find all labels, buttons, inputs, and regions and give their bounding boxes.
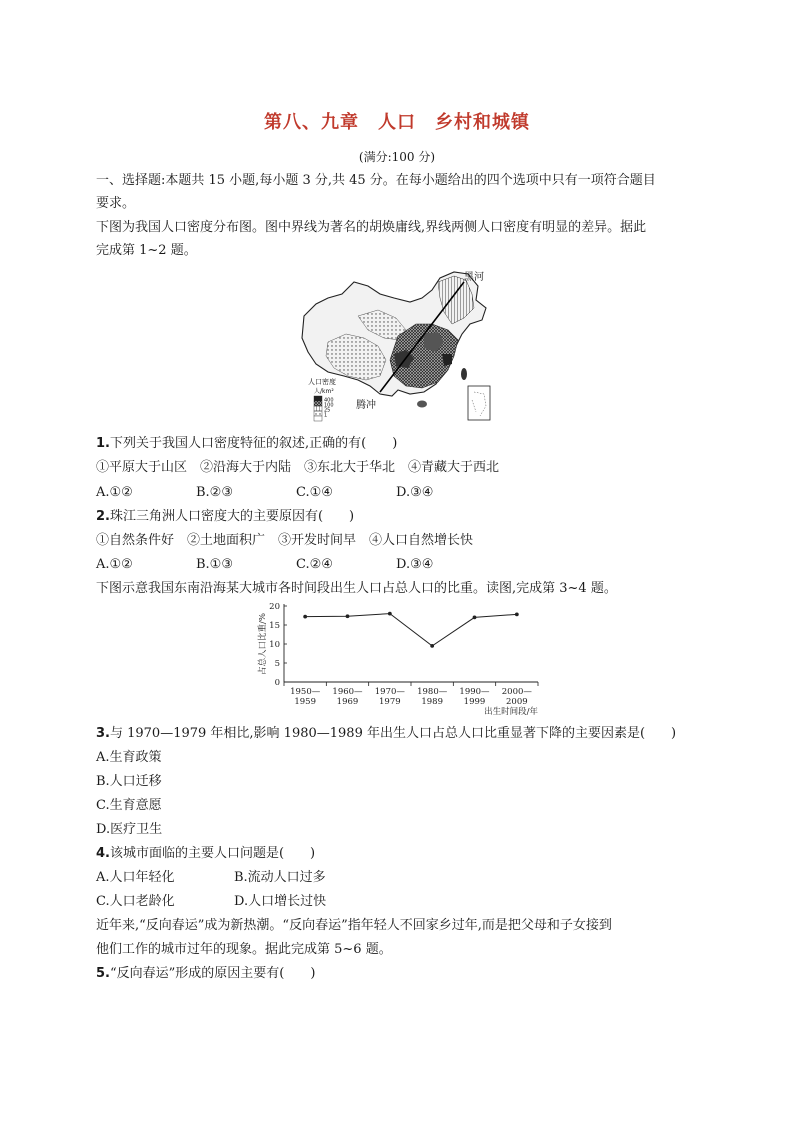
x-tick-label: 1960— — [332, 687, 363, 697]
data-point — [473, 616, 477, 620]
x-axis-label: 出生时间段/年 — [484, 707, 538, 717]
section-intro-line-2: 要求。 — [96, 196, 136, 211]
question-4-options-row-1 — [96, 869, 706, 887]
legend-value: 400 — [324, 397, 334, 404]
y-tick-label: 5 — [274, 659, 280, 669]
page-title: 第八、九章 人口 乡村和城镇 — [264, 112, 530, 133]
question-1-statements: ①平原大于山区 ②沿海大于内陆 ③东北大于华北 ④青藏大于西北 — [96, 460, 500, 475]
population-density-map — [298, 268, 494, 426]
question-2-options — [96, 556, 706, 574]
option-b[interactable]: B.②③ — [196, 485, 233, 500]
question-4 — [96, 845, 706, 863]
data-point — [388, 612, 392, 616]
data-point — [346, 614, 350, 618]
option-d[interactable]: D.人口增长过快 — [234, 894, 327, 909]
map-label-tengchong: 腾冲 — [356, 400, 376, 411]
hainan-island — [417, 401, 427, 408]
x-tick-label: 1989 — [421, 697, 443, 707]
passage-1-line-1: 下图为我国人口密度分布图。图中界线为著名的胡焕庸线,界线两侧人口密度有明显的差异。据此 — [96, 220, 647, 235]
map-label-heihe: 黑河 — [464, 272, 484, 283]
question-stem: 该城市面临的主要人口问题是( ) — [109, 846, 316, 861]
passage-2-line-1: 下图示意我国东南沿海某大城市各时间段出生人口占总人口的比重。读图,完成第 3~4 题。 — [96, 581, 617, 596]
question-3-option-c[interactable]: C.生育意愿 — [96, 798, 162, 813]
option-b[interactable]: B.①③ — [196, 557, 233, 572]
question-2-statements: ①自然条件好 ②土地面积广 ③开发时间早 ④人口自然增长快 — [96, 533, 474, 548]
question-5 — [96, 965, 706, 983]
x-tick-label: 1959 — [294, 697, 316, 707]
option-c[interactable]: C.②④ — [296, 557, 333, 572]
question-3 — [96, 725, 706, 743]
data-point — [303, 615, 307, 619]
question-number: 5. — [96, 966, 110, 981]
question-number: 4. — [96, 846, 110, 861]
question-number: 1. — [96, 436, 110, 451]
x-tick-label: 1990— — [459, 687, 490, 697]
question-3-option-d[interactable]: D.医疗卫生 — [96, 822, 163, 837]
passage-1-line-2: 完成第 1~2 题。 — [96, 243, 197, 258]
x-tick-label: 1969 — [336, 697, 359, 707]
question-stem: 珠江三角洲人口密度大的主要原因有( ) — [109, 509, 355, 524]
data-point — [430, 644, 434, 648]
y-tick-label: 0 — [274, 678, 280, 688]
y-tick-label: 15 — [269, 621, 280, 631]
option-c[interactable]: C.①④ — [296, 485, 333, 500]
south-china-sea-inset — [468, 386, 490, 420]
question-3-option-a[interactable]: A.生育政策 — [96, 750, 162, 765]
birth-ratio-line-chart — [254, 600, 544, 722]
x-tick-label: 1979 — [379, 697, 401, 707]
map-legend — [308, 377, 336, 421]
option-a[interactable]: A.①② — [96, 485, 133, 500]
y-tick-label: 10 — [269, 640, 280, 650]
question-number: 2. — [96, 509, 110, 524]
question-1 — [96, 435, 706, 453]
x-tick-label: 1970— — [374, 687, 405, 697]
legend-title: 人口密度 — [308, 378, 336, 386]
taiwan-island — [461, 368, 467, 380]
question-3-option-b[interactable]: B.人口迁移 — [96, 774, 162, 789]
question-stem: 下列关于我国人口密度特征的叙述,正确的有( ) — [109, 436, 398, 451]
series-line — [305, 614, 517, 646]
x-tick-label: 1999 — [463, 697, 486, 707]
x-tick-label: 1950— — [290, 687, 321, 697]
legend-value: 100 — [324, 402, 334, 409]
option-a[interactable]: A.①② — [96, 557, 133, 572]
x-tick-label: 1980— — [417, 687, 448, 697]
passage-3-line-2: 他们工作的城市过年的现象。据此完成第 5~6 题。 — [96, 942, 392, 957]
x-tick-label: 2000— — [501, 687, 532, 697]
option-c[interactable]: C.人口老龄化 — [96, 894, 175, 909]
legend-value: 1 — [324, 412, 328, 419]
question-stem: “反向春运”形成的原因主要有( ) — [109, 966, 316, 981]
y-axis-label: 占总人口比重/% — [258, 613, 268, 675]
question-2 — [96, 508, 706, 526]
option-d[interactable]: D.③④ — [396, 557, 434, 572]
question-stem: 与 1970—1979 年相比,影响 1980—1989 年出生人口占总人口比重显著下降的主要因素是( ) — [109, 726, 677, 741]
option-b[interactable]: B.流动人口过多 — [234, 870, 326, 885]
question-1-options — [96, 484, 706, 502]
section-intro-line-1: 一、选择题:本题共 15 小题,每小题 3 分,共 45 分。在每小题给出的四个选项中只有一项符合题目 — [96, 173, 656, 188]
question-4-options-row-2 — [96, 893, 706, 911]
y-tick-label: 20 — [269, 602, 280, 612]
data-point — [515, 612, 519, 616]
question-number: 3. — [96, 726, 110, 741]
legend-value: 25 — [324, 407, 331, 414]
option-d[interactable]: D.③④ — [396, 485, 434, 500]
legend-unit: 人/km² — [314, 388, 334, 395]
passage-3-line-1: 近年来,“反向春运”成为新热潮。“反向春运”指年轻人不回家乡过年,而是把父母和子女接到 — [96, 918, 612, 933]
x-tick-label: 2009 — [506, 697, 528, 707]
option-a[interactable]: A.人口年轻化 — [96, 870, 175, 885]
score-note: (满分:100 分) — [358, 150, 436, 164]
